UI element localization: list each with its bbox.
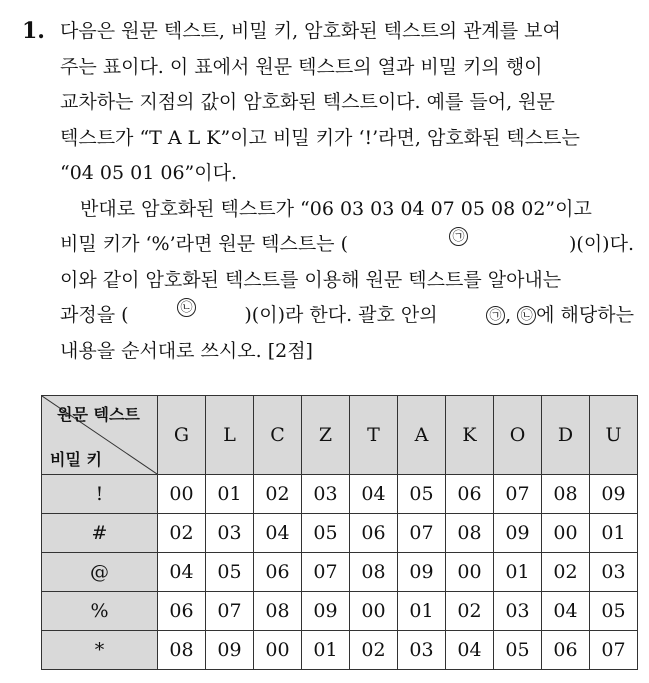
table-cell: 06	[542, 631, 590, 670]
row-key-cell: *	[42, 631, 158, 670]
table-cell: 08	[542, 475, 590, 514]
table-cell: 04	[542, 592, 590, 631]
table-cell: 05	[302, 514, 350, 553]
table-cell: 03	[494, 592, 542, 631]
table-cell: 08	[446, 514, 494, 553]
blank-marker-1: ㉠	[449, 227, 468, 246]
ref-marker-2: ㉡	[517, 306, 536, 325]
table-cell: 09	[302, 592, 350, 631]
question-line-4: 텍스트가 “T A L K”이고 비밀 키가 ‘!’라면, 암호화된 텍스트는	[60, 126, 580, 149]
table-cell: 07	[590, 631, 638, 670]
column-header: T	[350, 396, 398, 475]
column-header: O	[494, 396, 542, 475]
question-line-2: 주는 표이다. 이 표에서 원문 텍스트의 열과 비밀 키의 행이	[60, 55, 543, 78]
table-cell: 03	[206, 514, 254, 553]
table-cell: 02	[446, 592, 494, 631]
table-cell: 02	[254, 475, 302, 514]
column-header: G	[158, 396, 206, 475]
corner-label-plaintext: 원문 텍스트	[57, 405, 140, 424]
question-line-9: 과정을 ( ㉡ )(이)라 한다. 괄호 안의 ㉠ , ㉡ 에 해당하는	[22, 298, 634, 334]
column-header: U	[590, 396, 638, 475]
table-cell: 00	[350, 592, 398, 631]
question-line-10: 내용을 순서대로 쓰시오. [2점]	[60, 339, 313, 362]
table-cell: 06	[158, 592, 206, 631]
table-cell: 09	[590, 475, 638, 514]
question-block	[22, 14, 634, 369]
column-header: L	[206, 396, 254, 475]
table-cell: 08	[254, 592, 302, 631]
table-cell: 03	[398, 631, 446, 670]
corner-label-key: 비밀 키	[50, 450, 102, 469]
blank-marker-2: ㉡	[177, 298, 196, 317]
table-cell: 05	[206, 553, 254, 592]
line9-mid: )(이)라 한다. 괄호 안의	[244, 304, 438, 326]
table-cell: 08	[350, 553, 398, 592]
table-cell: 07	[302, 553, 350, 592]
table-cell: 00	[446, 553, 494, 592]
table-cell: 01	[398, 592, 446, 631]
table-cell: 05	[494, 631, 542, 670]
row-key-cell: #	[42, 514, 158, 553]
row-key-cell: !	[42, 475, 158, 514]
table-row	[42, 475, 638, 514]
row-key-cell: %	[42, 592, 158, 631]
question-number: 1.	[22, 18, 45, 44]
cipher-table	[41, 395, 638, 670]
table-cell: 07	[206, 592, 254, 631]
column-header: Z	[302, 396, 350, 475]
line7-end: )(이)다.	[569, 233, 634, 255]
table-cell: 00	[542, 514, 590, 553]
table-cell: 07	[398, 514, 446, 553]
table-row	[42, 553, 638, 592]
table-corner-cell	[42, 396, 158, 475]
table-cell: 03	[302, 475, 350, 514]
question-line-7	[22, 227, 634, 263]
table-cell: 09	[398, 553, 446, 592]
question-line-8: 이와 같이 암호화된 텍스트를 이용해 원문 텍스트를 알아내는	[60, 268, 562, 291]
question-line-3: 교차하는 지점의 값이 암호화된 텍스트이다. 예를 들어, 원문	[60, 91, 555, 113]
line7-text: 비밀 키가 ‘%’라면 원문 텍스트는 (	[60, 233, 348, 255]
table-header-row	[42, 396, 638, 475]
column-header: K	[446, 396, 494, 475]
table-cell: 09	[494, 514, 542, 553]
table-cell: 02	[350, 631, 398, 670]
ref-marker-1: ㉠	[486, 306, 505, 325]
table-cell: 06	[446, 475, 494, 514]
line9-end: 에 해당하는	[536, 304, 634, 326]
table-cell: 04	[446, 631, 494, 670]
table-cell: 06	[350, 514, 398, 553]
question-line-1: 다음은 원문 텍스트, 비밀 키, 암호화된 텍스트의 관계를 보여	[60, 20, 561, 42]
table-cell: 01	[302, 631, 350, 670]
table-cell: 08	[158, 631, 206, 670]
table-cell: 04	[254, 514, 302, 553]
table-cell: 01	[590, 514, 638, 553]
column-header: D	[542, 396, 590, 475]
table-cell: 05	[398, 475, 446, 514]
table-cell: 04	[350, 475, 398, 514]
table-cell: 03	[590, 553, 638, 592]
table-row	[42, 592, 638, 631]
table-row	[42, 631, 638, 670]
table-cell: 05	[590, 592, 638, 631]
table-cell: 04	[158, 553, 206, 592]
line9-text: 과정을 (	[60, 304, 129, 326]
table-cell: 09	[206, 631, 254, 670]
table-cell: 00	[254, 631, 302, 670]
table-cell: 01	[494, 553, 542, 592]
table-cell: 00	[158, 475, 206, 514]
column-header: A	[398, 396, 446, 475]
question-line-6: 반대로 암호화된 텍스트가 “06 03 03 04 07 05 08 02”이고	[80, 197, 592, 220]
row-key-cell: @	[42, 553, 158, 592]
table-cell: 06	[254, 553, 302, 592]
table-cell: 02	[158, 514, 206, 553]
table-cell: 02	[542, 553, 590, 592]
table-row	[42, 514, 638, 553]
question-line-5: “04 05 01 06”이다.	[60, 162, 238, 184]
column-header: C	[254, 396, 302, 475]
table-cell: 01	[206, 475, 254, 514]
table-cell: 07	[494, 475, 542, 514]
